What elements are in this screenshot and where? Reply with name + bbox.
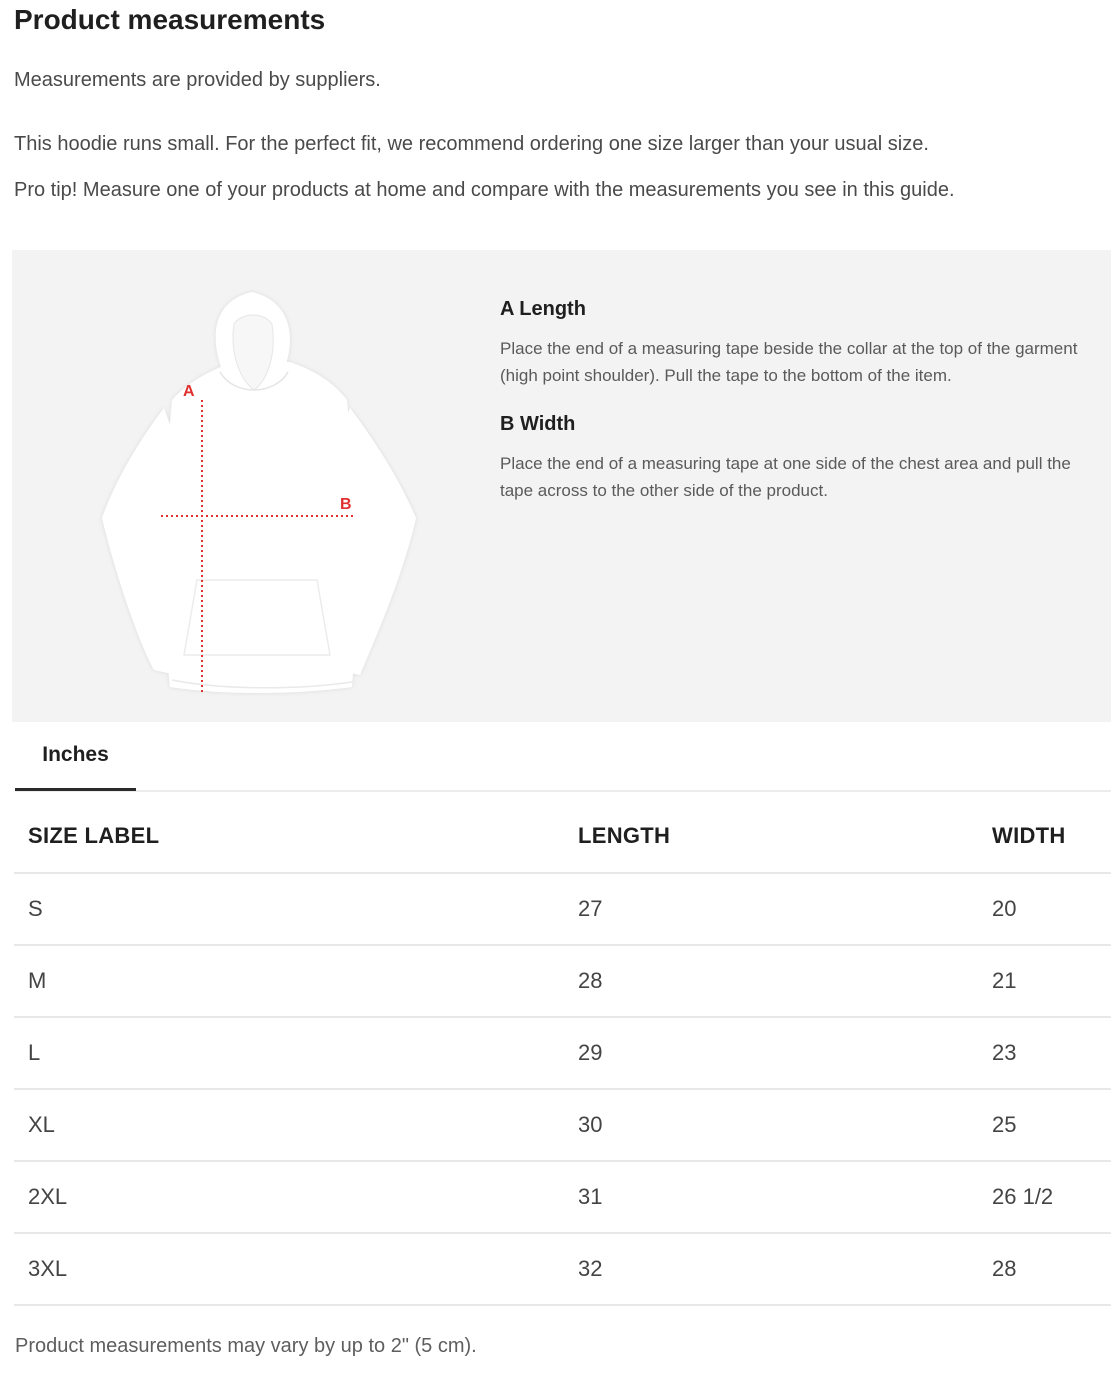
table-row [14, 1017, 1111, 1089]
hoodie-illustration [12, 250, 492, 722]
intro-text: Measurements are provided by suppliers. [14, 69, 381, 91]
length-cell: 31 [564, 1161, 978, 1233]
width-cell: 25 [978, 1089, 1111, 1161]
pro-tip: Pro tip! Measure one of your products at home and compare with the measurements you see in this guide. [14, 179, 955, 201]
length-description [500, 298, 1100, 389]
length-cell: 27 [564, 873, 978, 945]
width-cell: 26 1/2 [978, 1161, 1111, 1233]
size-cell: L [14, 1017, 564, 1089]
table-row [14, 1089, 1111, 1161]
size-cell: 3XL [14, 1233, 564, 1305]
length-cell: 32 [564, 1233, 978, 1305]
width-cell: 28 [978, 1233, 1111, 1305]
length-cell: 28 [564, 945, 978, 1017]
size-cell: XL [14, 1089, 564, 1161]
unit-tabs [15, 722, 1111, 792]
length-text: Place the end of a measuring tape beside the collar at the top of the garment (high point shoulder). Pull the tape to the bottom of the item. [500, 339, 1078, 385]
size-table [14, 800, 1111, 1306]
table-header-row [14, 800, 1111, 873]
table-row [14, 1233, 1111, 1305]
measurement-variance-note: Product measurements may vary by up to 2" (5 cm). [15, 1335, 477, 1357]
hoodie-figure [12, 250, 492, 722]
size-cell: S [14, 873, 564, 945]
table-row [14, 945, 1111, 1017]
size-cell: M [14, 945, 564, 1017]
header-size-label: SIZE LABEL [14, 800, 564, 873]
page-title: Product measurements [14, 4, 326, 35]
width-text: Place the end of a measuring tape at one side of the chest area and pull the tape across to the other side of the product. [500, 454, 1071, 500]
length-cell: 29 [564, 1017, 978, 1089]
width-cell: 20 [978, 873, 1111, 945]
measurement-guide [12, 250, 1111, 722]
marker-b: B [340, 496, 352, 513]
header-width: WIDTH [978, 800, 1111, 873]
width-description [500, 413, 1100, 504]
length-heading: A Length [500, 298, 586, 320]
width-heading: B Width [500, 413, 576, 435]
table-row [14, 873, 1111, 945]
marker-a: A [183, 383, 195, 400]
tab-inches[interactable]: Inches [15, 722, 136, 791]
length-cell: 30 [564, 1089, 978, 1161]
width-cell: 23 [978, 1017, 1111, 1089]
table-row [14, 1161, 1111, 1233]
header-length: LENGTH [564, 800, 978, 873]
size-cell: 2XL [14, 1161, 564, 1233]
fit-note: This hoodie runs small. For the perfect fit, we recommend ordering one size larger than your usual size. [14, 133, 929, 155]
width-cell: 21 [978, 945, 1111, 1017]
